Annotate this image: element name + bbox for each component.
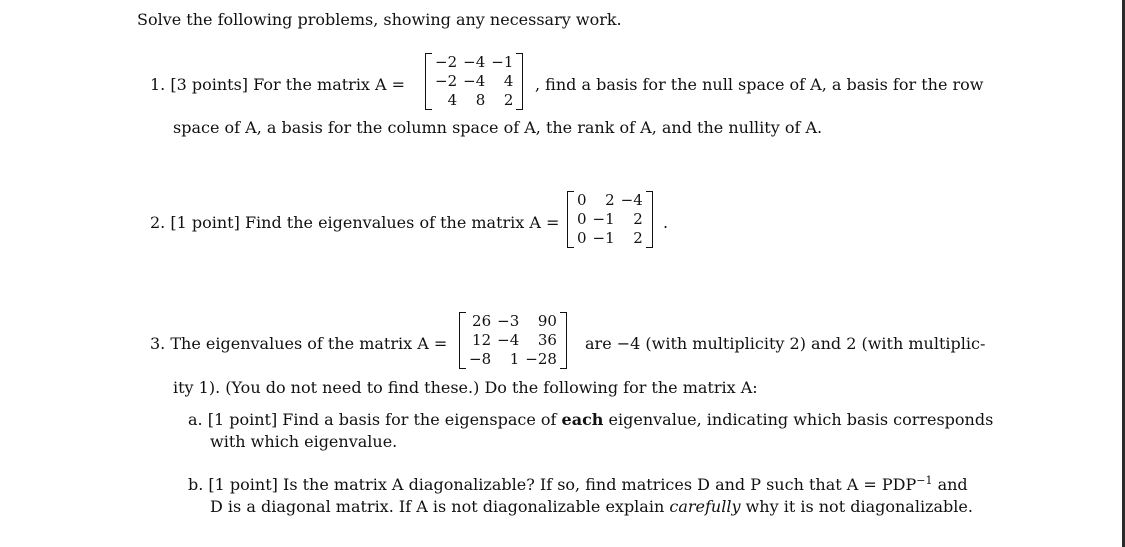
matrix-cell: 2 — [633, 229, 643, 247]
matrix-cell: −1 — [592, 229, 615, 247]
problem-2-points: [1 point] — [170, 213, 240, 232]
matrix-cell: 4 — [447, 91, 458, 109]
problem-3-first-line — [150, 334, 447, 353]
part-b-emphasis: carefully — [669, 497, 741, 516]
matrix-cell: 2 — [605, 191, 615, 209]
part-a-emphasis: each — [561, 410, 604, 429]
problem-3-matrix-table — [466, 312, 560, 369]
matrix-cell: 36 — [537, 331, 557, 349]
matrix-cell: −4 — [463, 53, 486, 71]
matrix-cell: −2 — [435, 72, 458, 90]
problem-1-second-line: space of A, a basis for the column space of A, the rank of A, and the nullity of A. — [173, 118, 823, 137]
problem-3-lead: The eigenvalues of the matrix A = — [170, 334, 448, 353]
matrix-cell: 2 — [503, 91, 514, 109]
problem-3-matrix — [459, 312, 567, 369]
matrix-cell: 90 — [537, 312, 557, 330]
part-b-first-line — [188, 475, 968, 494]
problem-3-number: 3. — [150, 334, 166, 353]
matrix-cell: −2 — [435, 53, 458, 71]
matrix-cell: −8 — [469, 350, 492, 368]
problem-2-matrix-table — [574, 191, 646, 248]
problem-1-number: 1. — [150, 75, 166, 94]
problem-2-period: . — [663, 213, 669, 232]
matrix-cell: −1 — [491, 53, 514, 71]
problem-2-line — [150, 213, 559, 232]
problem-2-matrix — [567, 191, 653, 248]
part-b-points: [1 point] — [208, 475, 278, 494]
matrix-cell: −4 — [497, 331, 520, 349]
inverse-exponent: −1 — [916, 474, 933, 487]
problem-1-first-line — [150, 75, 405, 94]
problem-1-points: [3 points] — [170, 75, 249, 94]
part-a-second-line: with which eigenvalue. — [210, 432, 398, 451]
part-b-second-line — [210, 497, 973, 516]
matrix-cell: 8 — [475, 91, 486, 109]
part-b-line2-start: D is a diagonal matrix. If A is not diagonalizable explain — [210, 497, 665, 516]
matrix-cell: −1 — [592, 210, 615, 228]
matrix-cell: 1 — [509, 350, 520, 368]
matrix-cell: −4 — [463, 72, 486, 90]
part-a-first-line — [188, 410, 993, 429]
part-b-line2-end: why it is not diagonalizable. — [745, 497, 973, 516]
instructions: Solve the following problems, showing any necessary work. — [137, 10, 622, 29]
part-a-text-start: Find a basis for the eigenspace of — [282, 410, 557, 429]
problem-3-second-line: ity 1). (You do not need to find these.) Do the following for the matrix A: — [173, 378, 758, 397]
problem-3-continuation: are −4 (with multiplicity 2) and 2 (with multiplic- — [585, 334, 986, 353]
problem-2-lead: Find the eigenvalues of the matrix A = — [244, 213, 560, 232]
problem-1-lead: For the matrix A = — [253, 75, 406, 94]
part-b-label: b. — [188, 475, 204, 494]
matrix-cell: 4 — [503, 72, 514, 90]
part-b-text-start: Is the matrix A diagonalizable? If so, find matrices D and P such that A = PDP — [283, 475, 917, 494]
problem-1-matrix — [425, 53, 523, 110]
problem-2-number: 2. — [150, 213, 166, 232]
part-a-text-end: eigenvalue, indicating which basis corresponds — [608, 410, 994, 429]
problem-1-matrix-table — [432, 53, 516, 110]
problem-1-continuation: , find a basis for the null space of A, a basis for the row — [535, 75, 984, 94]
matrix-cell: −28 — [525, 350, 557, 368]
matrix-cell: −4 — [620, 191, 643, 209]
matrix-cell: 0 — [577, 210, 587, 228]
matrix-cell: 0 — [577, 191, 587, 209]
matrix-cell: −3 — [497, 312, 520, 330]
part-a-points: [1 point] — [207, 410, 278, 429]
matrix-cell: 26 — [472, 312, 492, 330]
part-a-label: a. — [188, 410, 203, 429]
matrix-cell: 12 — [472, 331, 492, 349]
matrix-cell: 0 — [577, 229, 587, 247]
part-b-text-end: and — [937, 475, 968, 494]
matrix-cell: 2 — [633, 210, 643, 228]
